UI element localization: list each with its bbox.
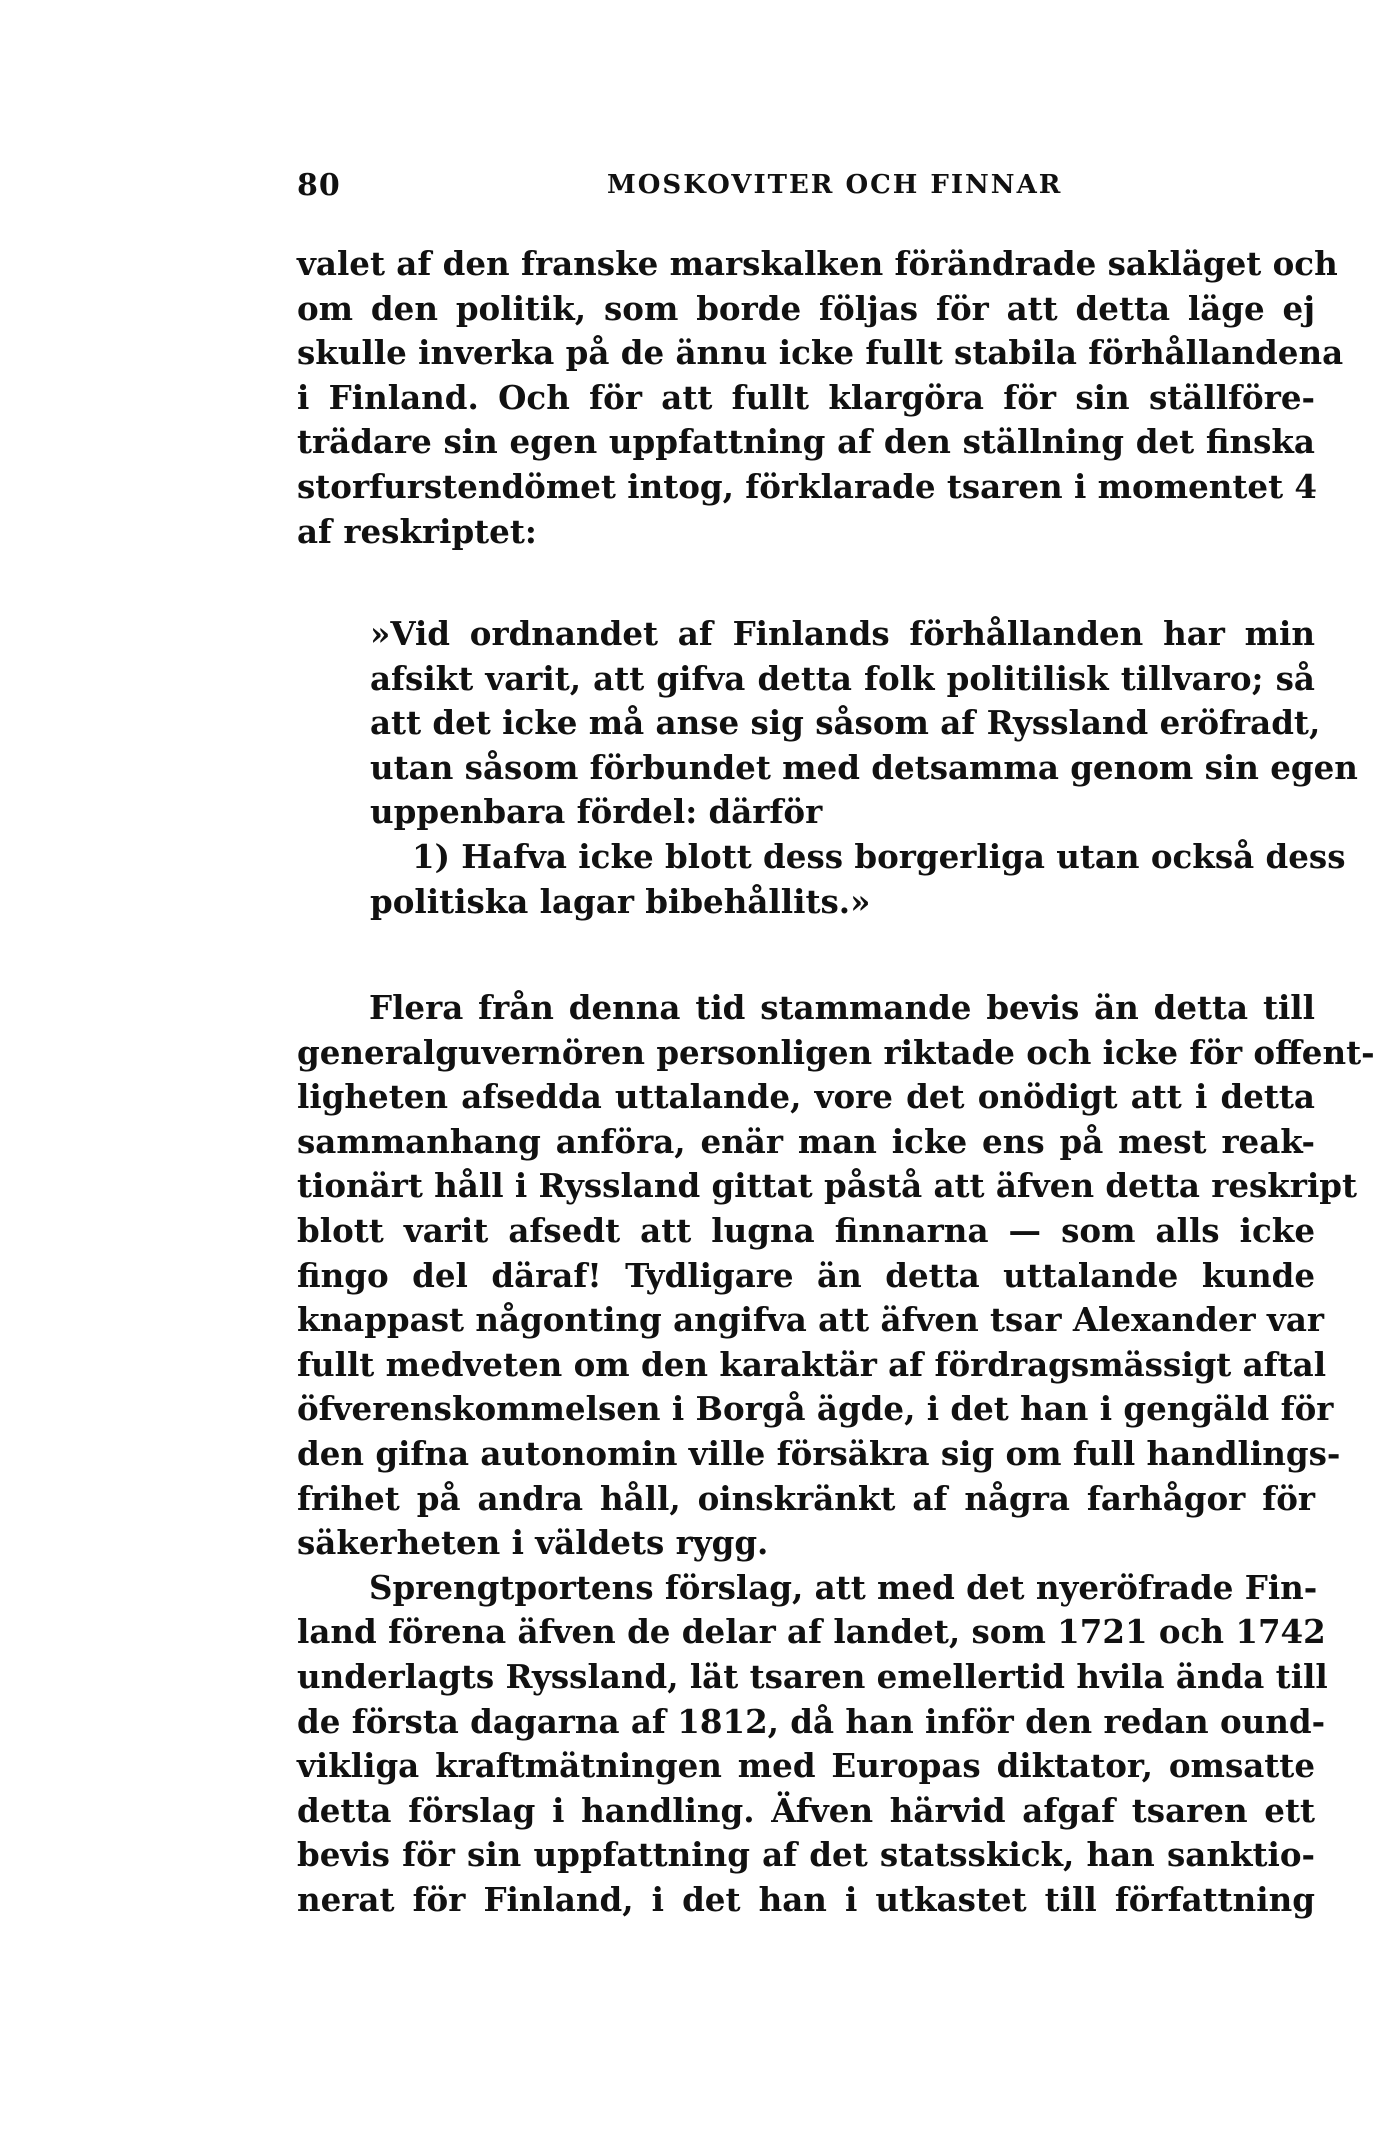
quote-line: 1) Hafva icke blott dess borgerliga utan också dess xyxy=(412,836,1346,876)
paragraph-2 xyxy=(297,986,1375,1922)
text-line: frihet på andra håll, oinskränkt af några farhågor för xyxy=(297,1478,1315,1518)
text-line: trädare sin egen uppfattning af den ställning det finska xyxy=(297,422,1315,462)
quote-line: »Vid ordnandet af Finlands förhållanden har min xyxy=(370,614,1315,653)
page-number: 80 xyxy=(297,168,341,203)
text-line: bevis för sin uppfattning af det statsskick, han sanktio- xyxy=(297,1835,1315,1875)
quote-line: politiska lagar bibehållits.» xyxy=(370,881,871,921)
text-line: säkerheten i väldets rygg. xyxy=(297,1523,769,1563)
text-line: tionärt håll i Ryssland gittat påstå att äfven detta reskript xyxy=(297,1166,1358,1206)
text-line: underlagts Ryssland, lät tsaren emellertid hvila ända till xyxy=(297,1656,1328,1696)
quote-line: att det icke må anse sig såsom af Ryssland eröfradt, xyxy=(370,703,1321,743)
quote-line: afsikt varit, att gifva detta folk politilisk tillvaro; så xyxy=(370,658,1315,698)
text-line: land förena äfven de delar af landet, som 1721 och 1742 xyxy=(297,1612,1326,1652)
text-line: knappast någonting angifva att äfven tsar Alexander var xyxy=(297,1300,1325,1340)
text-line: af reskriptet: xyxy=(297,511,537,551)
text-line: nerat för Finland, i det han i utkastet till författning xyxy=(297,1879,1315,1919)
paragraph-1 xyxy=(297,242,1344,554)
text-line: de första dagarna af 1812, då han inför den redan ound- xyxy=(297,1701,1326,1741)
text-line: den gifna autonomin ville försäkra sig om full handlings- xyxy=(297,1433,1341,1473)
block-quote xyxy=(370,612,1358,924)
text-line: i Finland. Och för att fullt klargöra för sin ställföre- xyxy=(297,377,1315,417)
text-line: fingo del däraf! Tydligare än detta uttalande kunde xyxy=(297,1255,1315,1295)
running-title: MOSKOVITER OCH FINNAR xyxy=(607,170,1063,200)
text-line: öfverenskommelsen i Borgå ägde, i det han i gengäld för xyxy=(297,1389,1334,1429)
running-head xyxy=(297,168,1315,208)
text-line: sammanhang anföra, enär man icke ens på mest reak- xyxy=(297,1121,1315,1161)
text-line: skulle inverka på de ännu icke fullt stabila förhållandena xyxy=(297,333,1344,373)
quote-line: uppenbara fördel: därför xyxy=(370,792,823,832)
text-line: vikliga kraftmätningen med Europas diktator, omsatte xyxy=(297,1746,1315,1786)
text-line: generalguvernören personligen riktade och icke för offent- xyxy=(297,1032,1375,1072)
text-line: Flera från denna tid stammande bevis än detta till xyxy=(369,988,1315,1027)
quote-line: utan såsom förbundet med detsamma genom sin egen xyxy=(370,747,1358,787)
text-line: valet af den franske marskalken förändrade sakläget och xyxy=(297,244,1338,283)
text-line: detta förslag i handling. Äfven härvid afgaf tsaren ett xyxy=(297,1790,1315,1830)
text-line: Sprengtportens förslag, att med det nyeröfrade Fin- xyxy=(369,1567,1318,1607)
text-line: blott varit afsedt att lugna finnarna — som alls icke xyxy=(297,1210,1315,1250)
text-line: storfurstendömet intog, förklarade tsaren i momentet 4 xyxy=(297,466,1318,506)
text-line: ligheten afsedda uttalande, vore det onödigt att i detta xyxy=(297,1077,1315,1117)
text-line: fullt medveten om den karaktär af fördragsmässigt aftal xyxy=(297,1344,1327,1384)
text-line: om den politik, som borde följas för att detta läge ej xyxy=(297,288,1315,328)
